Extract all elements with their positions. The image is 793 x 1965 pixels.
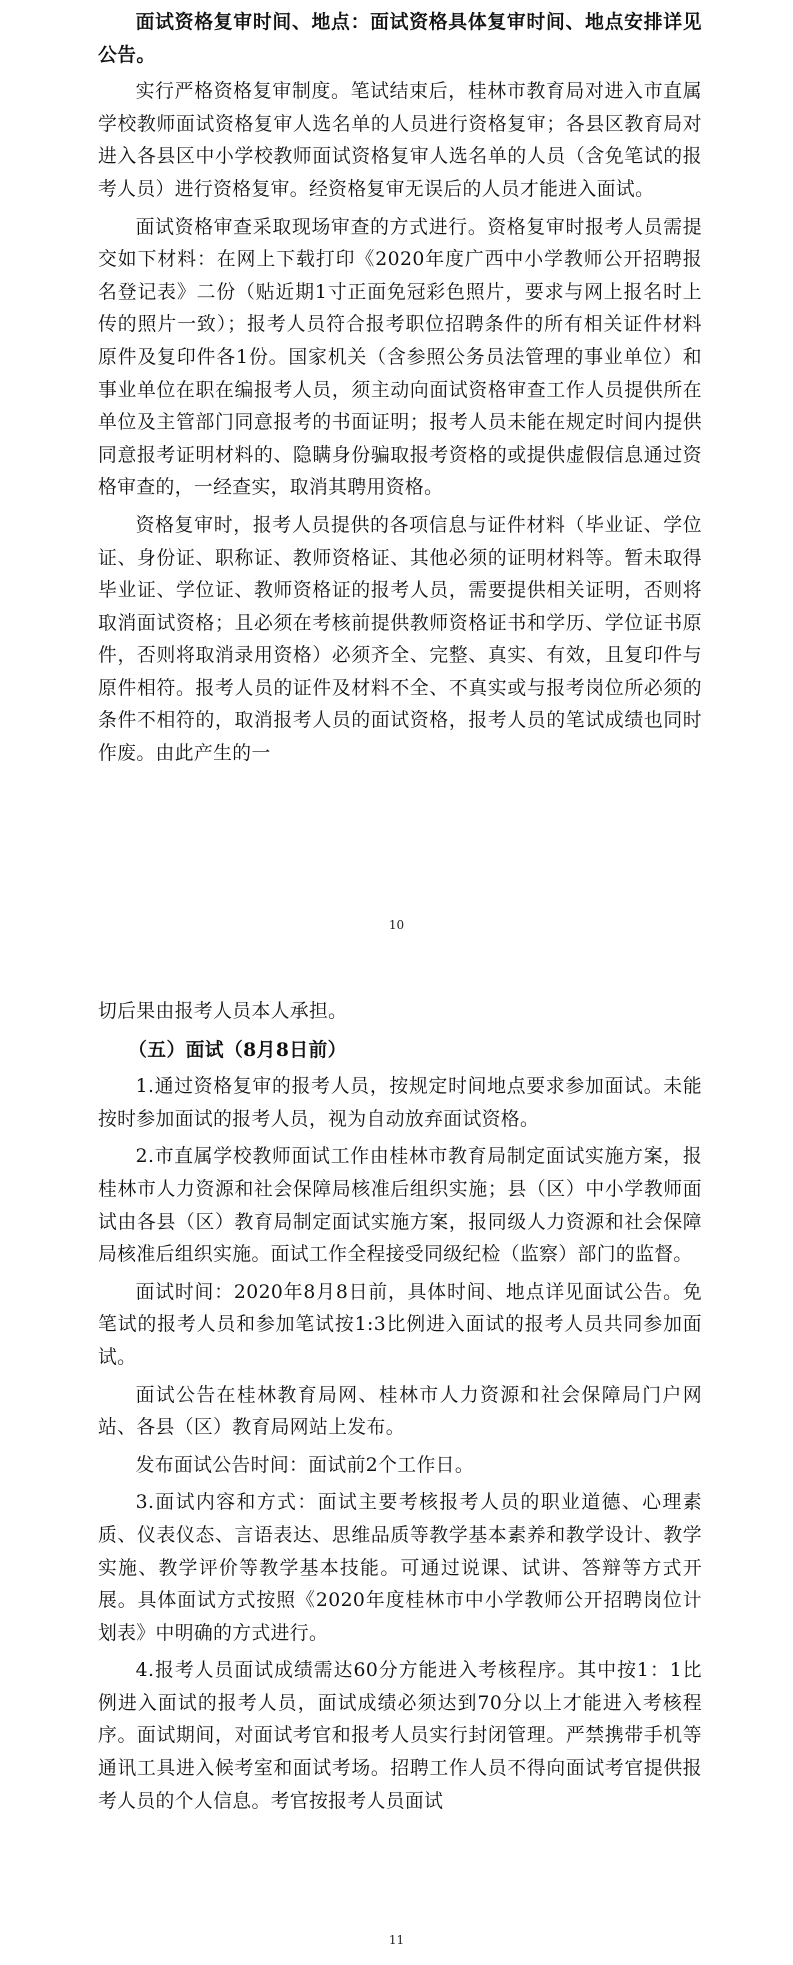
continuation-text: 切后果由报考人员本人承担。 bbox=[98, 1001, 348, 1022]
page-separator bbox=[0, 965, 793, 988]
review-system-paragraph: 实行严格资格复审制度。笔试结束后，桂林市教育局对进入市直属学校教师面试资格复审人选名单的人员进行资格复审；各县区教育局对进入各县区中小学校教师面试资格复审人选名单的人员（含免笔试的报考人员）进行资格复审。经资格复审无误后的人员才能进入面试。 bbox=[98, 81, 702, 200]
page-body bbox=[98, 6, 702, 776]
interview-time-paragraph: 面试时间：2020年8月8日前，具体时间、地点详见面试公告。免笔试的报考人员和参加笔试按1:3比例进入面试的报考人员共同参加面试。 bbox=[98, 1281, 702, 1368]
page-number: 11 bbox=[388, 1933, 405, 1947]
page-number: 10 bbox=[388, 918, 405, 932]
interview-item-4: 4.报考人员面试成绩需达60分方能进入考核程序。其中按1：1比例进入面试的报考人员，面试成绩必须达到70分以上才能进入考核程序。面试期间，对面试考官和报考人员实行封闭管理。严禁携带手机等通讯工具进入候考室和面试考场。招聘工作人员不得向面试考官提供报考人员的个人信息。考官按报考人员面试 bbox=[98, 1660, 702, 1812]
page-body bbox=[98, 996, 702, 1823]
review-time-location-paragraph: 面试资格复审时间、地点：面试资格具体复审时间、地点安排详见公告。 bbox=[98, 11, 702, 66]
interview-notice-paragraph: 面试公告在桂林教育局网、桂林市人力资源和社会保障局门户网站、各县（区）教育局网站上发布。 bbox=[98, 1384, 702, 1439]
section-heading: （五）面试（8月8日前） bbox=[128, 1038, 347, 1061]
document-page-10 bbox=[0, 0, 793, 965]
review-materials-paragraph: 面试资格审查采取现场审查的方式进行。资格复审时报考人员需提交如下材料：在网上下载打印《2020年度广西中小学教师公开招聘报名登记表》二份（贴近期1寸正面免冠彩色照片，要求与网上报名时上传的照片一致）；报考人员符合报考职位招聘条件的所有相关证件材料原件及复印件各1份。国家机关（含参照公务员法管理的事业单位）和事业单位在职在编报考人员，须主动向面试资格审查工作人员提供所在单位及主管部门同意报考的书面证明；报考人员未能在规定时间内提供同意报考证明材料的、隐瞒身份骗取报考资格的或提供虚假信息通过资格审查的，一经查实，取消其聘用资格。 bbox=[98, 216, 702, 499]
notice-release-time-paragraph: 发布面试公告时间：面试前2个工作日。 bbox=[135, 1454, 475, 1476]
review-documents-paragraph: 资格复审时，报考人员提供的各项信息与证件材料（毕业证、学位证、身份证、职称证、教师资格证、其他必须的证明材料等。暂未取得毕业证、学位证、教师资格证的报考人员，需要提供相关证明，否则将取消面试资格；且必须在考核前提供教师资格证书和学历、学位证书原件，否则将取消录用资格）必须齐全、完整、真实、有效，且复印件与原件相符。报考人员的证件及材料不全、不真实或与报考岗位所必须的条件不相符的，取消报考人员的面试资格，报考人员的笔试成绩也同时作废。由此产生的一 bbox=[98, 514, 702, 765]
interview-item-3: 3.面试内容和方式：面试主要考核报考人员的职业道德、心理素质、仪表仪态、言语表达、思维品质等教学基本素养和教学设计、教学实施、教学评价等教学基本技能。可通过说课、试讲、答辩等方式开展。具体面试方式按照《2020年度桂林市中小学教师公开招聘岗位计划表》中明确的方式进行。 bbox=[98, 1492, 702, 1644]
document-page-11 bbox=[0, 988, 793, 1965]
interview-item-2: 2.市直属学校教师面试工作由桂林市教育局制定面试实施方案，报桂林市人力资源和社会保障局核准后组织实施；县（区）中小学教师面试由各县（区）教育局制定面试实施方案，报同级人力资源和社会保障局核准后组织实施。面试工作全程接受同级纪检（监察）部门的监督。 bbox=[98, 1146, 702, 1266]
interview-item-1: 1.通过资格复审的报考人员，按规定时间地点要求参加面试。未能按时参加面试的报考人员，视为自动放弃面试资格。 bbox=[98, 1076, 702, 1130]
